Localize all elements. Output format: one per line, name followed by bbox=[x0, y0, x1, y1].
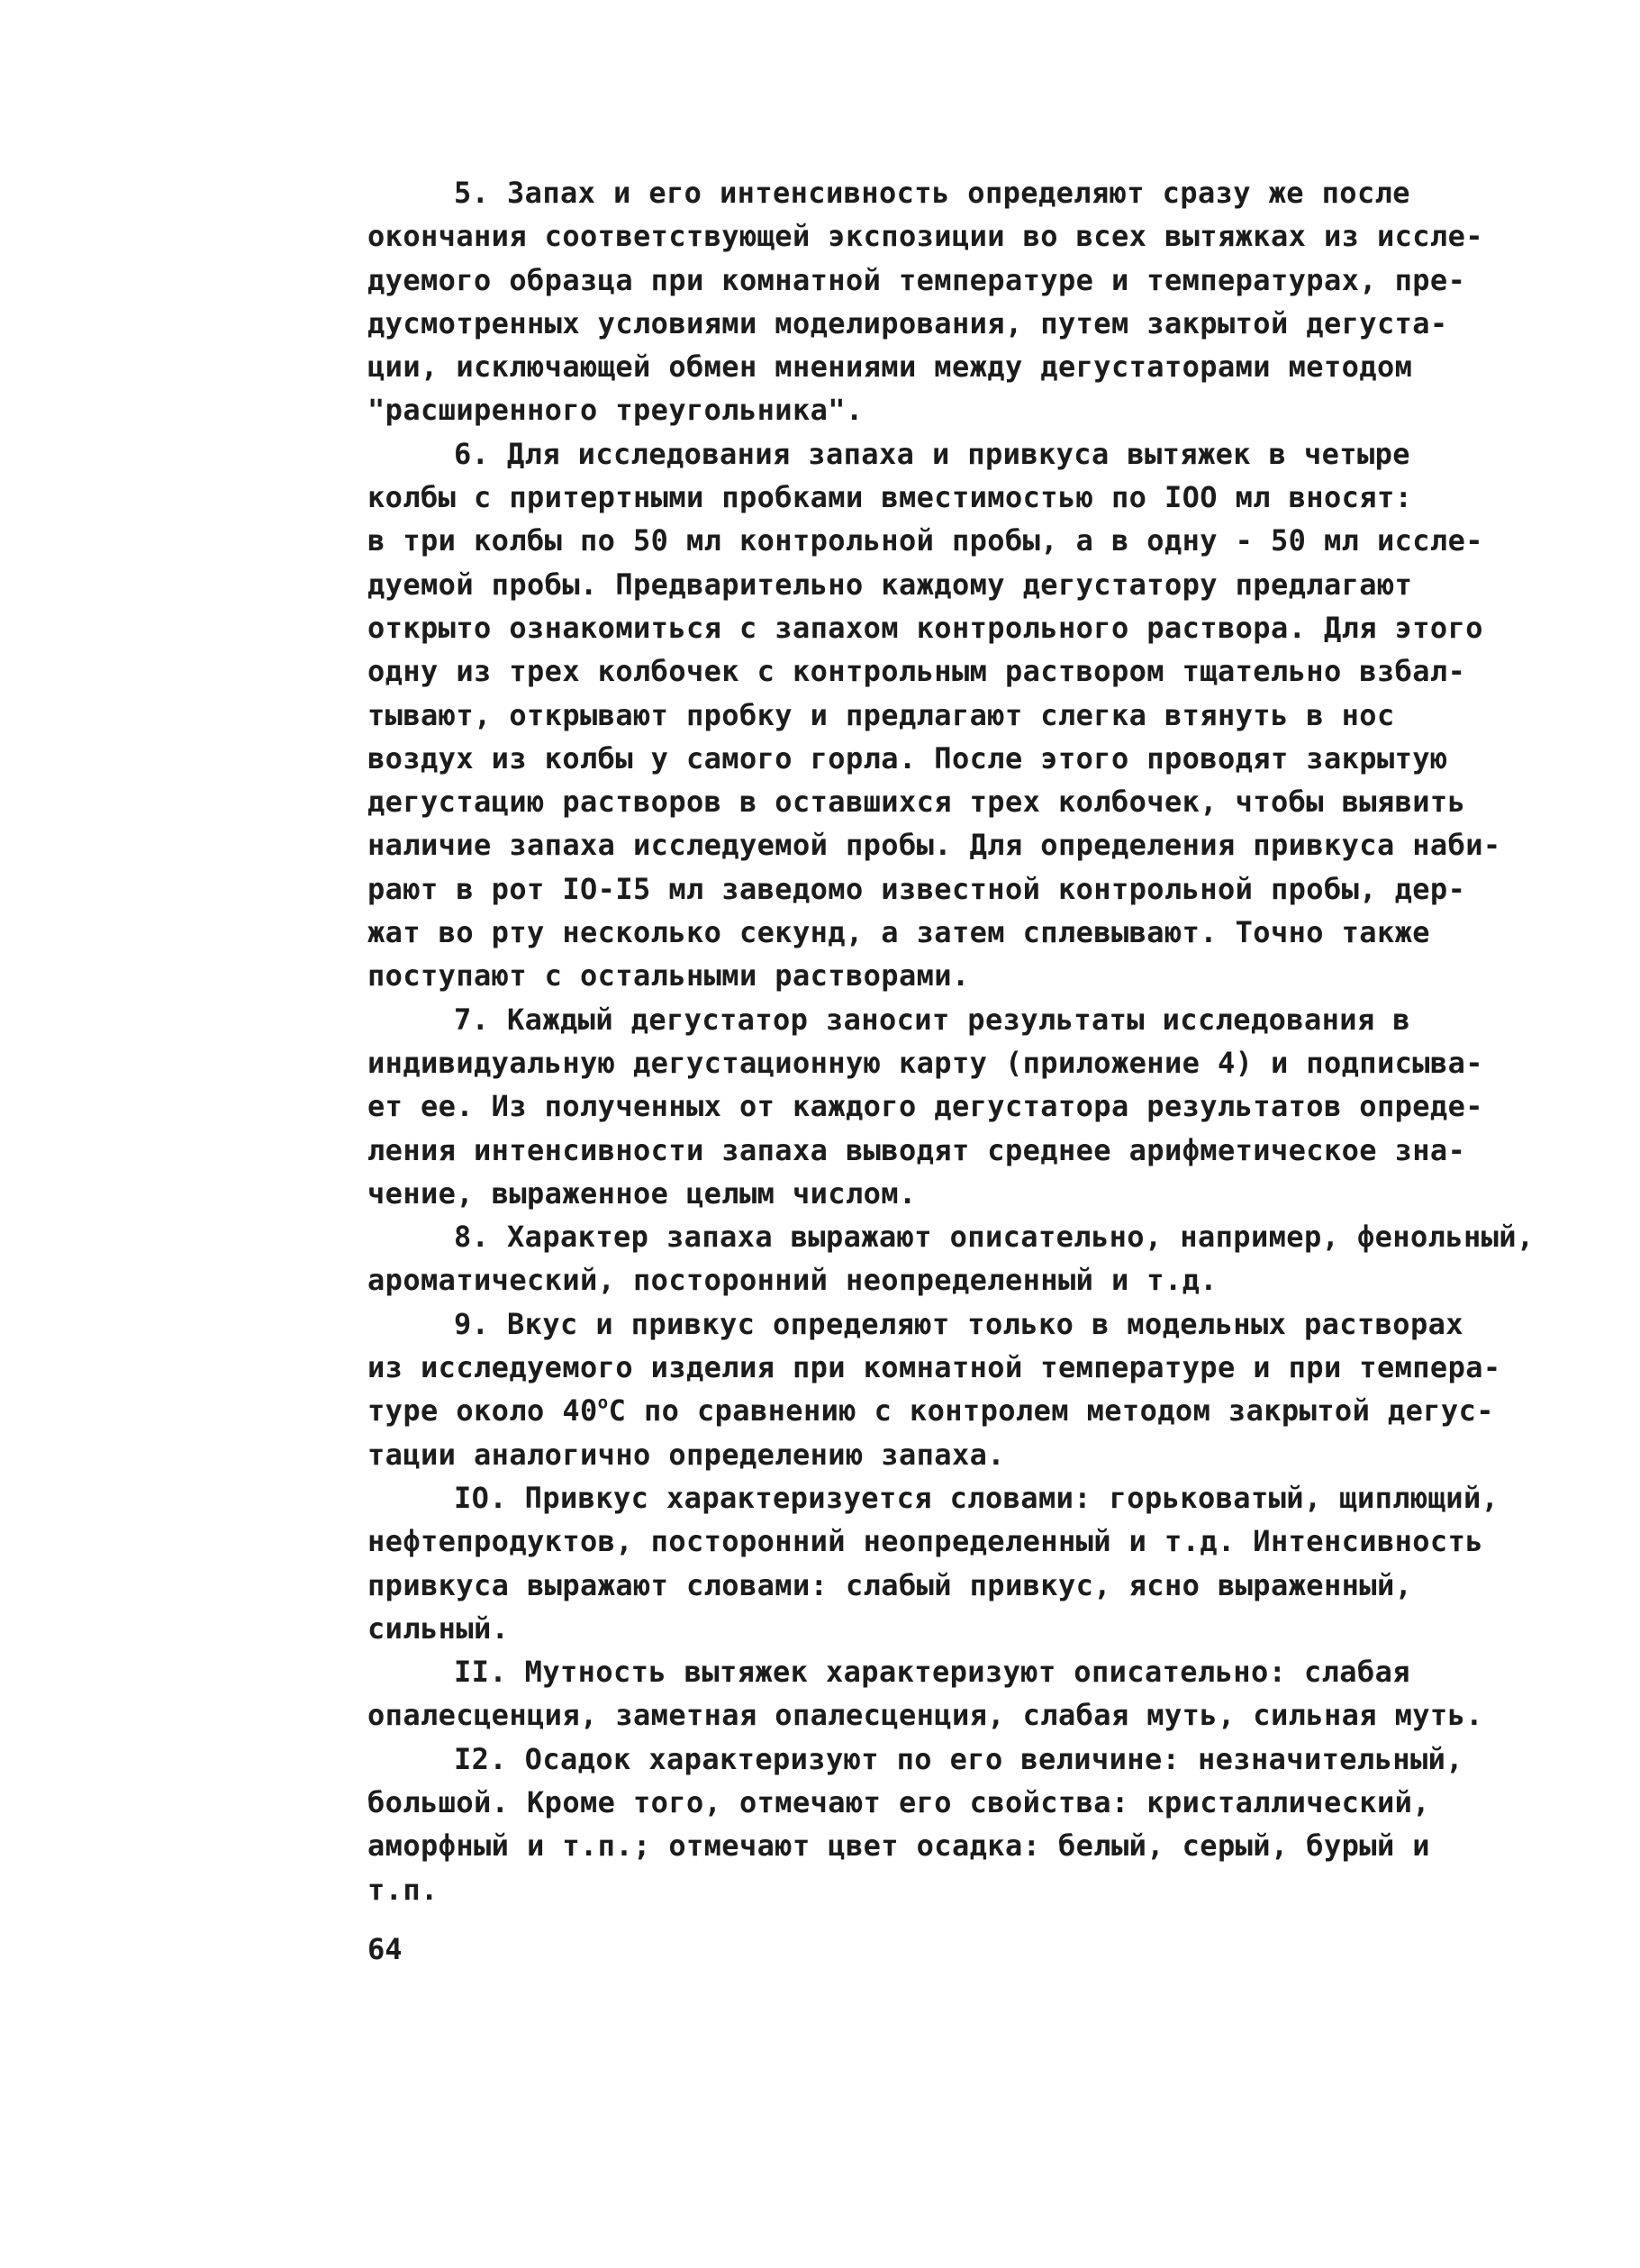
text-line: нефтепродуктов, посторонний неопределенный и т.д. Интенсивность bbox=[367, 1524, 1483, 1559]
text-line: наличие запаха исследуемой пробы. Для определения привкуса наби- bbox=[367, 828, 1501, 863]
text-line: дусмотренных условиями моделирования, путем закрытой дегуста- bbox=[367, 305, 1448, 340]
text-line: "расширенного треугольника". bbox=[367, 393, 864, 428]
text-line: дегустацию растворов в оставшихся трех колбочек, чтобы выявить bbox=[367, 785, 1466, 820]
text-line: привкуса выражают словами: слабый привкус, ясно выраженный, bbox=[367, 1567, 1413, 1602]
paragraph-8 bbox=[367, 1215, 1538, 1302]
paragraph-5 bbox=[367, 171, 1538, 432]
text-line: т.п. bbox=[367, 1872, 439, 1907]
text-line: II. Мутность вытяжек характеризуют описательно: слабая bbox=[454, 1655, 1410, 1690]
paragraph-12 bbox=[367, 1737, 1538, 1911]
text-line: жат во рту несколько секунд, а затем сплевывают. Точно также bbox=[367, 915, 1430, 950]
text-line: поступают с остальными растворами. bbox=[367, 958, 970, 993]
text-line: одну из трех колбочек с контрольным раствором тщательно взбал- bbox=[367, 654, 1466, 689]
page-number: 64 bbox=[367, 1932, 403, 1966]
paragraph-9 bbox=[367, 1302, 1538, 1476]
text-line bbox=[367, 1389, 1538, 1432]
text-line: аморфный и т.п.; отмечают цвет осадка: белый, серый, бурый и bbox=[367, 1828, 1430, 1864]
text-line: I2. Осадок характеризуют по его величине: незначительный, bbox=[454, 1741, 1463, 1776]
text-line: 8. Характер запаха выражают описательно, например, фенольный, bbox=[454, 1220, 1535, 1255]
text-line: дуемой пробы. Предварительно каждому дегустатору предлагают bbox=[367, 567, 1413, 602]
text-line: ления интенсивности запаха выводят среднее арифметическое зна- bbox=[367, 1132, 1466, 1167]
text-line: 6. Для исследования запаха и привкуса вытяжек в четыре bbox=[454, 436, 1410, 471]
text-line: открыто ознакомиться с запахом контрольного раствора. Для этого bbox=[367, 610, 1483, 645]
text-line: ции, исключающей обмен мнениями между дегустаторами методом bbox=[367, 349, 1413, 385]
text-line: ароматический, посторонний неопределенный и т.д. bbox=[367, 1263, 1218, 1298]
degree-sign: о bbox=[597, 1392, 609, 1413]
text-line: 5. Запах и его интенсивность определяют сразу же после bbox=[454, 176, 1410, 210]
text-line: из исследуемого изделия при комнатной температуре и при темпера- bbox=[367, 1350, 1501, 1385]
unit-celsius: С bbox=[608, 1393, 627, 1429]
text-fragment: по сравнению с контролем методом закрытой дегус- bbox=[643, 1393, 1494, 1429]
text-line: ет ее. Из полученных от каждого дегустатора результатов опреде- bbox=[367, 1089, 1483, 1124]
text-line: опалесценция, заметная опалесценция, слабая муть, сильная муть. bbox=[367, 1698, 1483, 1733]
paragraph-10 bbox=[367, 1476, 1538, 1650]
paragraph-11 bbox=[367, 1650, 1538, 1737]
text-line: 9. Вкус и привкус определяют только в модельных растворах bbox=[454, 1306, 1463, 1341]
body-text bbox=[367, 171, 1538, 1911]
text-line: сильный. bbox=[367, 1610, 510, 1646]
text-line: воздух из колбы у самого горла. После этого проводят закрытую bbox=[367, 740, 1448, 776]
text-fragment: туре около 40 bbox=[367, 1393, 598, 1429]
text-line: 7. Каждый дегустатор заносит результаты исследования в bbox=[454, 1002, 1410, 1037]
text-line: IO. Привкус характеризуется словами: горьковатый, щиплющий, bbox=[454, 1480, 1500, 1515]
paragraph-7 bbox=[367, 998, 1538, 1215]
text-line: индивидуальную дегустационную карту (приложение 4) и подписыва- bbox=[367, 1045, 1483, 1080]
text-line: большой. Кроме того, отмечают его свойства: кристаллический, bbox=[367, 1784, 1430, 1819]
text-line: тывают, открывают пробку и предлагают слегка втянуть в нос bbox=[367, 697, 1395, 732]
text-line: в три колбы по 50 мл контрольной пробы, а в одну - 50 мл иссле- bbox=[367, 523, 1483, 558]
text-line: дуемого образца при комнатной температуре и температурах, пре- bbox=[367, 262, 1466, 297]
text-line: колбы с притертными пробками вместимостью по IOO мл вносят: bbox=[367, 480, 1413, 515]
paragraph-6 bbox=[367, 432, 1538, 998]
text-line: рают в рот IO-I5 мл заведомо известной контрольной пробы, дер- bbox=[367, 871, 1466, 906]
text-line: чение, выраженное целым числом. bbox=[367, 1175, 917, 1211]
text-line: окончания соответствующей экспозиции во всех вытяжках из иссле- bbox=[367, 219, 1483, 254]
text-line: тации аналогично определению запаха. bbox=[367, 1437, 1005, 1472]
